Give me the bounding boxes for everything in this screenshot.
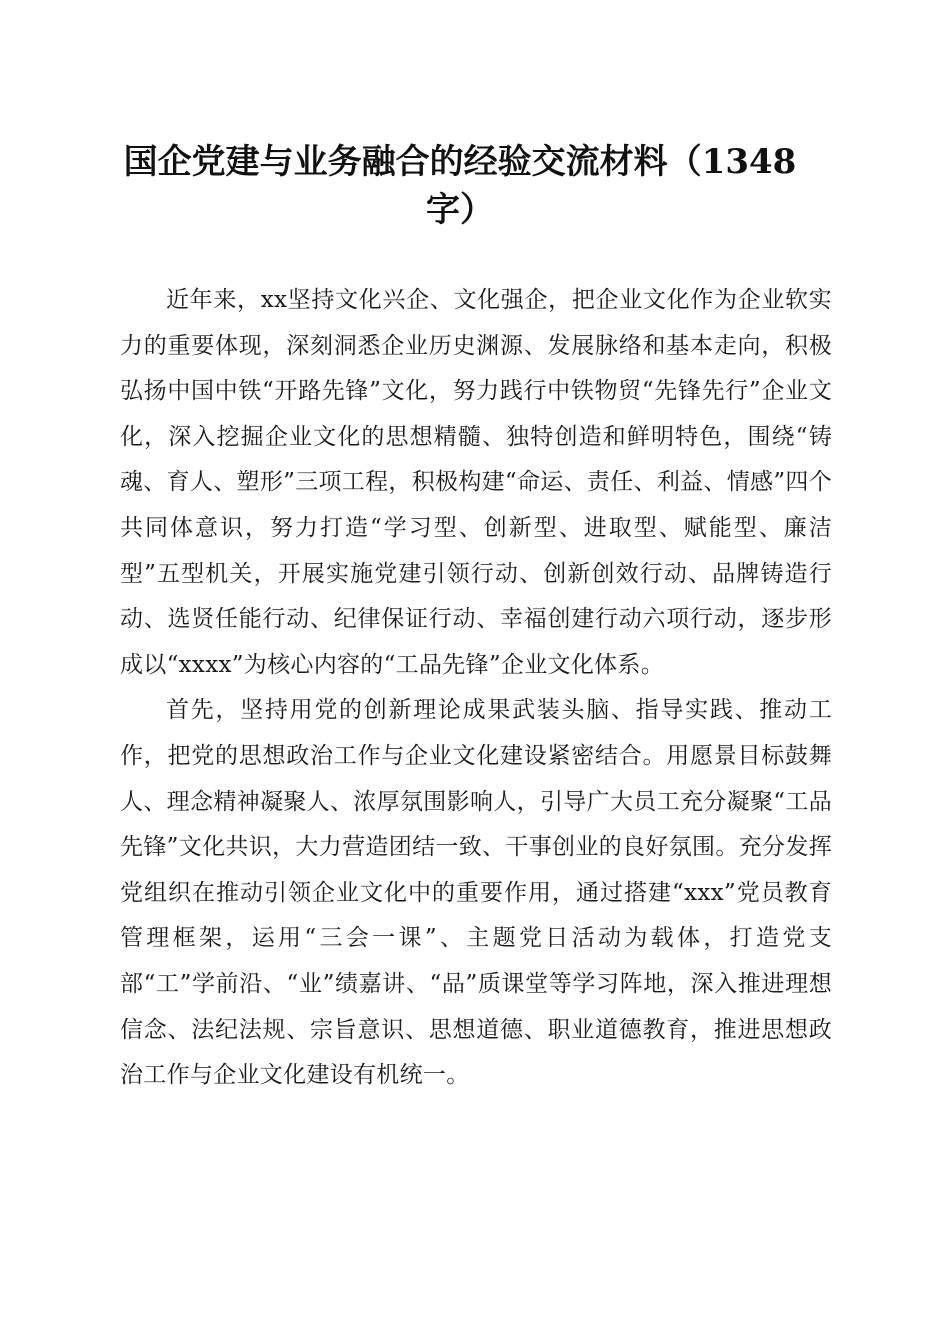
paragraph-1: 近年来，xx坚持文化兴企、文化强企，把企业文化作为企业软实力的重要体现，深刻洞悉企业历史渊源、发展脉络和基本走向，积极弘扬中国中铁“开路先锋”文化，努力践行中铁物贸“先锋先行”企业文化，深入挖掘企业文化的思想精髓、独特创造和鲜明特色，围绕“铸魂、育人、塑形”三项工程，积极构建“命运、责任、利益、情感”四个共同体意识，努力打造“学习型、创新型、进取型、赋能型、廉洁型”五型机关，开展实施党建引领行动、创新创效行动、品牌铸造行动、选贤任能行动、纪律保证行动、幸福创建行动六项行动，逐步形成以“xxxx”为核心内容的“工品先锋”企业文化体系。 <box>120 287 832 678</box>
paragraph-2: 首先，坚持用党的创新理论成果武装头脑、指导实践、推动工作，把党的思想政治工作与企业文化建设紧密结合。用愿景目标鼓舞人、理念精神凝聚人、浓厚氛围影响人，引导广大员工充分凝聚“工品先锋”文化共识，大力营造团结一致、干事创业的良好氛围。充分发挥党组织在推动引领企业文化中的重要作用，通过搭建“xxx”党员教育管理框架，运用“三会一课”、主题党日活动为载体，打造党支部“工”学前沿、“业”绩嘉讲、“品”质课堂等学习阵地，深入推进理想信念、法纪法规、宗旨意识、思想道德、职业道德教育，推进思想政治工作与企业文化建设有机统一。 <box>120 697 832 1089</box>
document-body <box>120 278 832 1099</box>
document-title: 国企党建与业务融合的经验交流材料（1348字） <box>123 142 797 230</box>
